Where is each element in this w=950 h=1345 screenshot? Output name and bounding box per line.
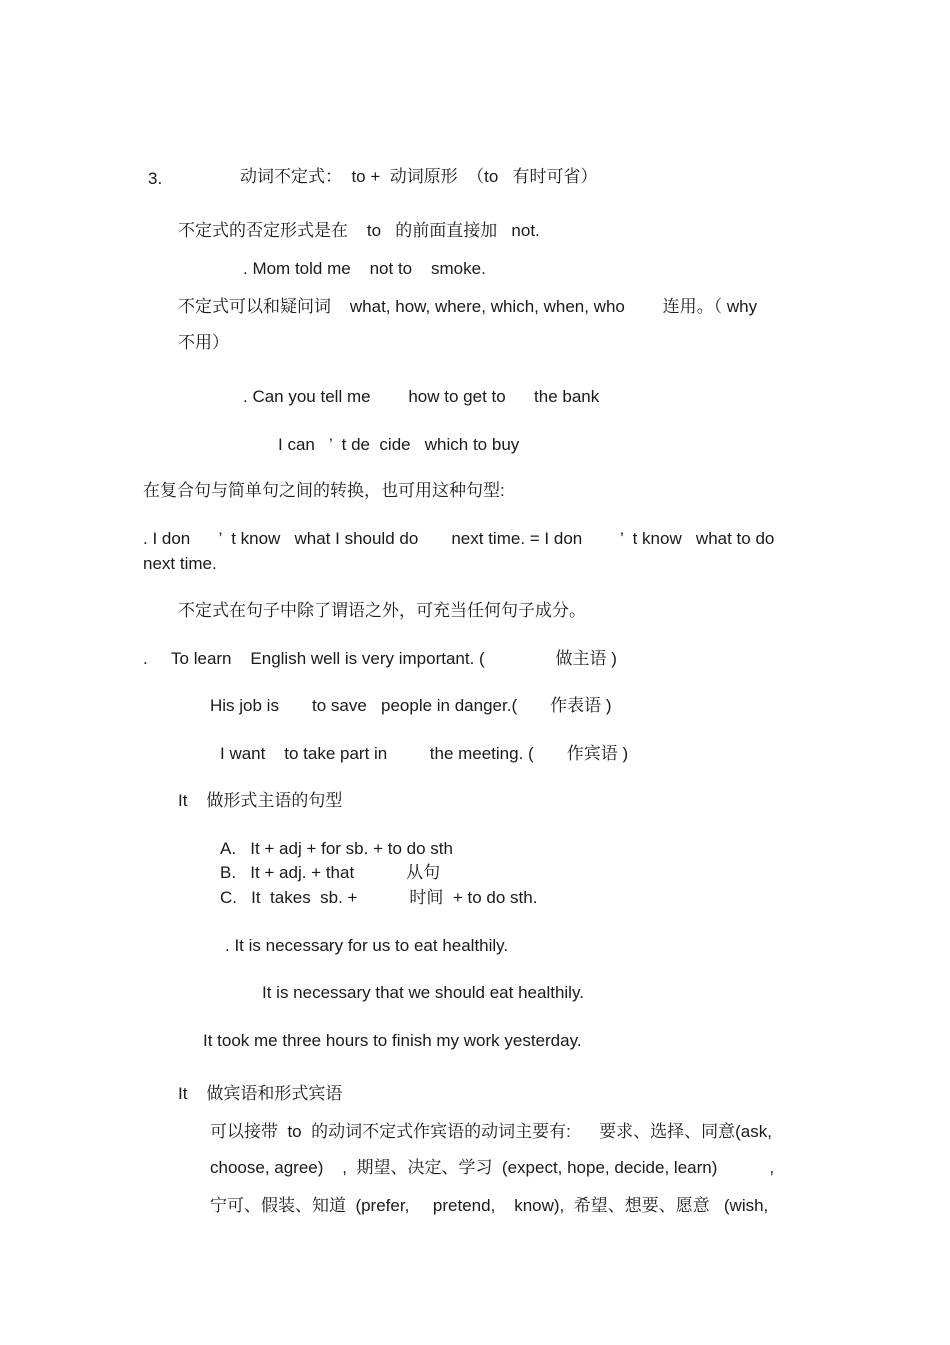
verbs-line-2: choose, agree) , 期望、决定、学习 (expect, hope, decide, learn) , xyxy=(210,1158,775,1177)
section-heading: 动词不定式： to + 动词原形 （to 有时可省） xyxy=(240,167,598,186)
it-example-2: It is necessary that we should eat healthily. xyxy=(262,983,584,1002)
verbs-line-1: 可以接带 to 的动词不定式作宾语的动词主要有: 要求、选择、同意(ask, xyxy=(210,1122,772,1141)
negative-form-rule: 不定式的否定形式是在 to 的前面直接加 not. xyxy=(178,221,540,240)
wh-word-rule: 不定式可以和疑问词 what, how, where, which, when, who 连用。（ why xyxy=(178,297,758,316)
verbs-line-3: 宁可、假装、知道 (prefer, pretend, know), 希望、想要、愿意 (wish, xyxy=(210,1196,769,1215)
negative-form-example: . Mom told me not to smoke. xyxy=(243,259,486,278)
object-example: I want to take part in the meeting. ( 作宾语 ) xyxy=(220,744,629,763)
wh-word-rule-continued: 不用） xyxy=(178,333,229,352)
conversion-example: . I don ’ t know what I should do next time. = I don ’ t know what to do xyxy=(143,529,775,548)
wh-example-2: I can ’ t de cide which to buy xyxy=(278,435,520,454)
conversion-rule: 在复合句与简单句之间的转换，也可用这种句型: xyxy=(143,481,505,500)
pattern-b: B. It + adj. + that 从句 xyxy=(220,863,441,882)
formal-subject-title: It 做形式主语的句型 xyxy=(178,791,343,810)
formal-object-title: It 做宾语和形式宾语 xyxy=(178,1084,343,1103)
pattern-a: A. It + adj + for sb. + to do sth xyxy=(220,839,453,858)
sentence-component-rule: 不定式在句子中除了谓语之外，可充当任何句子成分。 xyxy=(178,601,586,620)
predicative-example: His job is to save people in danger.( 作表语 ) xyxy=(210,696,612,715)
conversion-example-continued: next time. xyxy=(143,554,217,573)
subject-example: . To learn English well is very important. ( 做主语 ) xyxy=(143,649,617,668)
pattern-c: C. It takes sb. + 时间 + to do sth. xyxy=(220,888,538,907)
it-example-1: . It is necessary for us to eat healthily. xyxy=(225,936,509,955)
it-example-3: It took me three hours to finish my work yesterday. xyxy=(203,1031,582,1050)
wh-example-1: . Can you tell me how to get to the bank xyxy=(243,387,600,406)
section-number: 3. xyxy=(148,169,163,188)
